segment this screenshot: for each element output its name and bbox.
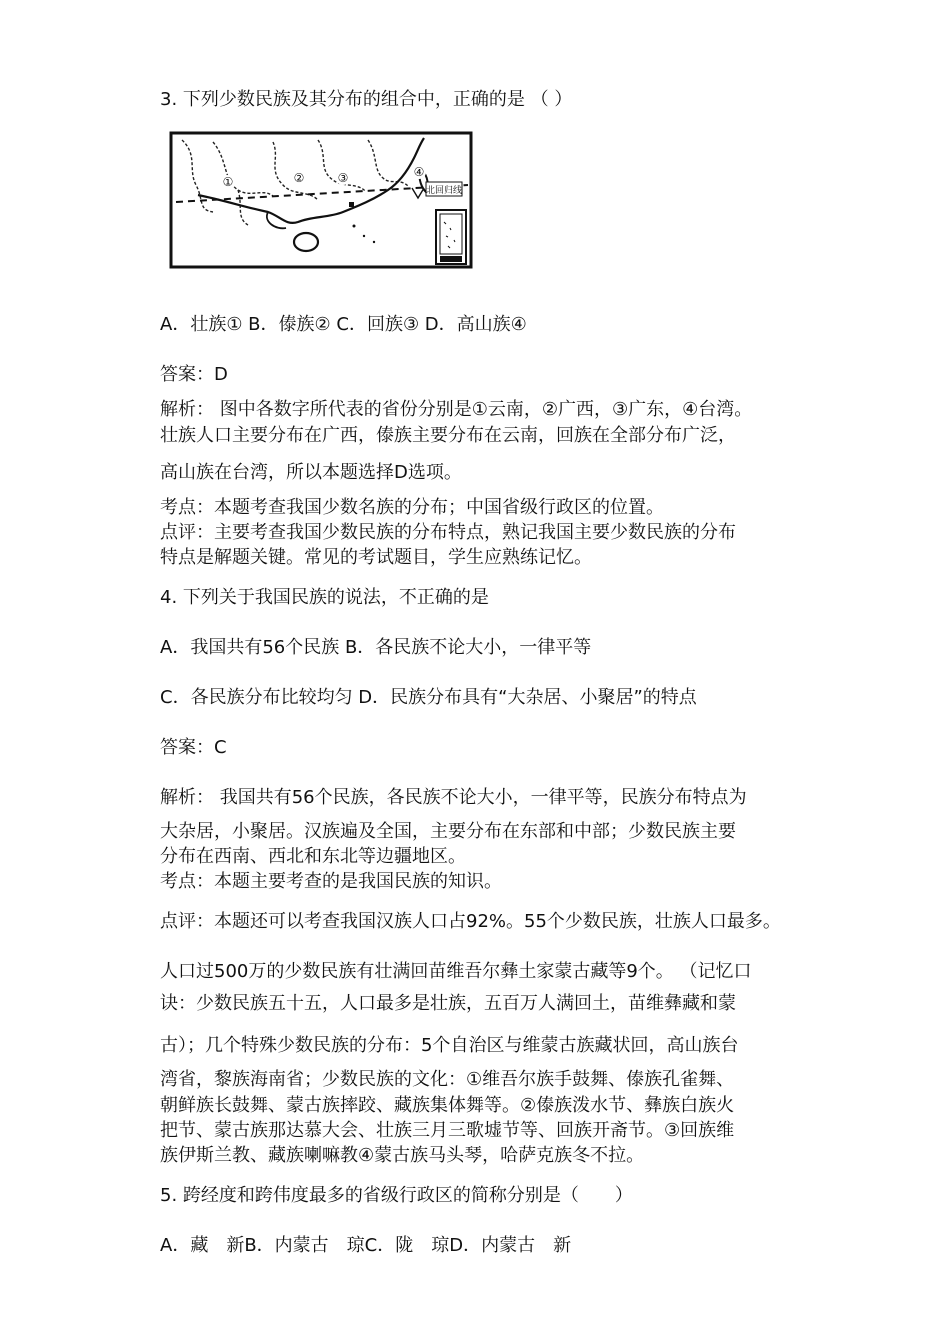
q4-dianping-line-8: 族伊斯兰教、藏族喇嘛教④蒙古族马头琴，哈萨克族冬不拉。 xyxy=(160,1145,645,1166)
q3-stem: 3. 下列少数民族及其分布的组合中，正确的是 （ ） xyxy=(160,89,573,110)
tropic-of-cancer-label: 北回归线 xyxy=(425,186,463,196)
q3-analysis-line-2: 壮族人口主要分布在广西，傣族主要分布在云南，回族在全部分布广泛， xyxy=(160,425,736,446)
q4-analysis-line-2: 大杂居，小聚居。汉族遍及全国，主要分布在东部和中部；少数民族主要 xyxy=(160,821,736,842)
svg-text:④: ④ xyxy=(413,165,425,179)
q4-dianping-line-3: 诀：少数民族五十五，人口最多是壮族，五百万人满回土，苗维彝藏和蒙 xyxy=(160,993,736,1014)
q3-dianping-line-2: 特点是解题关键。常见的考试题目，学生应熟练记忆。 xyxy=(160,547,592,568)
map-marker-3 xyxy=(336,171,350,185)
map-marker-1 xyxy=(221,175,235,189)
q4-dianping-line-7: 把节、蒙古族那达慕大会、壮族三月三歌墟节等、回族开斋节。③回族维 xyxy=(160,1120,735,1141)
q4-dianping-line-6: 朝鲜族长鼓舞、蒙古族摔跤、藏族集体舞等。②傣族泼水节、彝族白族火 xyxy=(160,1095,735,1116)
map-marker-4 xyxy=(412,165,426,179)
q4-analysis-line-3: 分布在西南、西北和东北等边疆地区。 xyxy=(160,846,466,867)
q4-answer: 答案：C xyxy=(160,737,227,758)
q4-analysis-line-1: 解析： 我国共有56个民族，各民族不论大小，一律平等，民族分布特点为 xyxy=(160,787,747,808)
q3-kaodian: 考点：本题考查我国少数名族的分布；中国省级行政区的位置。 xyxy=(160,497,664,518)
q4-kaodian: 考点：本题主要考查的是我国民族的知识。 xyxy=(160,871,502,892)
q4-options-line-2: C．各民族分布比较均匀 D．民族分布具有“大杂居、小聚居”的特点 xyxy=(160,687,697,708)
q3-analysis-line-3: 高山族在台湾，所以本题选择D选项。 xyxy=(160,462,462,483)
map-marker-2 xyxy=(292,171,306,185)
q4-stem: 4. 下列关于我国民族的说法，不正确的是 xyxy=(160,587,489,608)
q4-dianping-line-1: 点评：本题还可以考查我国汉族人口占92%。55个少数民族，壮族人口最多。 xyxy=(160,911,781,932)
q3-answer: 答案：D xyxy=(160,364,228,385)
svg-text:③: ③ xyxy=(337,171,349,185)
svg-text:①: ① xyxy=(222,175,234,189)
province-map xyxy=(168,130,474,270)
q4-options-line-1: A．我国共有56个民族 B．各民族不论大小，一律平等 xyxy=(160,637,592,658)
q4-dianping-line-5: 湾省，黎族海南省；少数民族的文化：①维吾尔族手鼓舞、傣族孔雀舞、 xyxy=(160,1069,735,1090)
q5-stem: 5. 跨经度和跨伟度最多的省级行政区的简称分别是（ ） xyxy=(160,1185,633,1206)
q3-options: A．壮族① B．傣族② C．回族③ D．高山族④ xyxy=(160,314,527,335)
q4-dianping-line-2: 人口过500万的少数民族有壮满回苗维吾尔彝土家蒙古藏等9个。 （记忆口 xyxy=(160,961,752,982)
q3-analysis-line-1: 解析： 图中各数字所代表的省份分别是①云南，②广西，③广东，④台湾。 xyxy=(160,399,753,420)
svg-text:②: ② xyxy=(293,171,305,185)
q5-options: A．藏 新B．内蒙古 琼C．陇 琼D．内蒙古 新 xyxy=(160,1235,572,1256)
q4-dianping-line-4: 古）；几个特殊少数民族的分布：5个自治区与维蒙古族藏状回，高山族台 xyxy=(160,1035,739,1056)
q3-dianping-line-1: 点评：主要考查我国少数民族的分布特点，熟记我国主要少数民族的分布 xyxy=(160,522,736,543)
